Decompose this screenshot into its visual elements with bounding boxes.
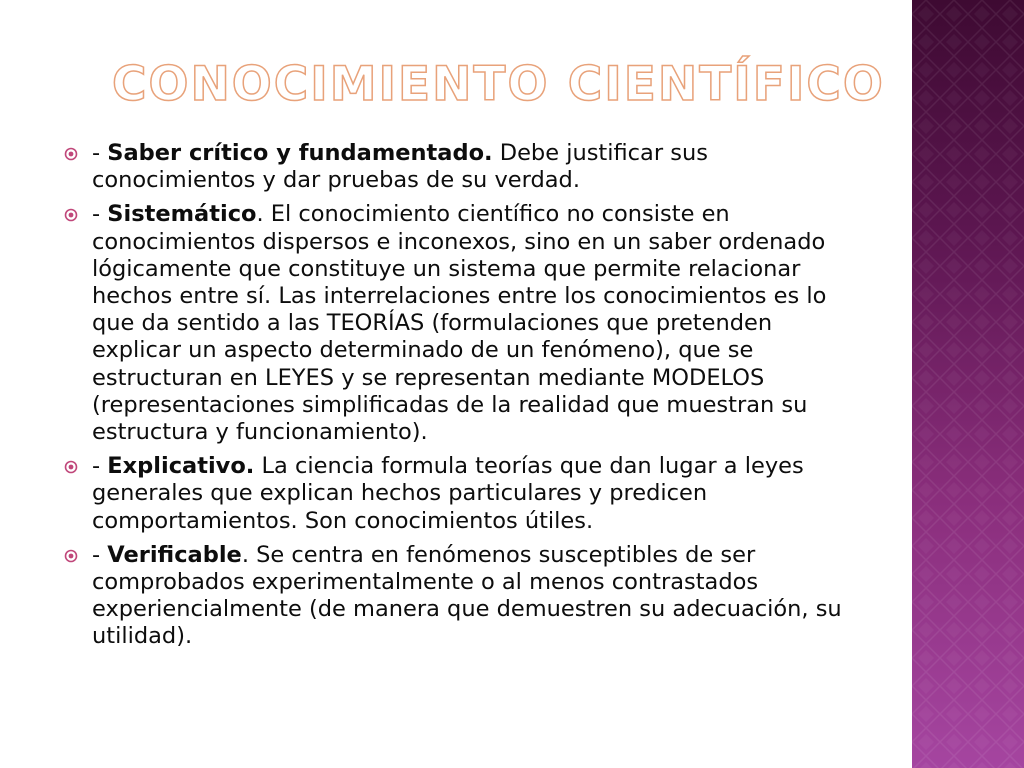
bullet-term: Saber crítico y fundamentado. xyxy=(107,140,493,166)
diamond-pattern xyxy=(912,0,1024,768)
bullet-dash: - xyxy=(92,140,108,166)
bullet-term: Verificable xyxy=(107,541,242,568)
bullet-text: . El conocimiento científico no consiste en conocimientos dispersos e inconexos, sino en un saber ordenado lógicamente que constituye un sistema que permite relacionar hechos entre sí. Las interrelaciones entre los conocimientos es lo que da sentido a las TEORÍAS (formulaciones que pretenden explicar un aspecto determinado de un fenómeno), que se estructuran en LEYES y se representan mediante MODELOS (representaciones simplificadas de la realidad que muestran su estructura y funcionamiento). xyxy=(92,201,827,446)
bullet-item-sistematico xyxy=(64,201,854,446)
bullet-text: La ciencia formula teorías que dan lugar a leyes generales que explican hechos particulares y predicen comportamientos. Son conocimientos útiles. xyxy=(92,453,804,534)
decorative-side-panel xyxy=(912,0,1024,768)
bullet-text: . Se centra en fenómenos susceptibles de ser comprobados experimentalmente o al menos contrastados experiencialmente (de manera que demuestren su adecuación, su utilidad). xyxy=(92,541,842,650)
bullet-item-verificable xyxy=(64,542,854,651)
bullet-dash: - xyxy=(92,201,108,228)
circle-dot-icon xyxy=(64,460,78,474)
bullet-term: Explicativo. xyxy=(107,453,255,480)
circle-dot-icon xyxy=(64,208,78,222)
bullet-item-explicativo xyxy=(64,453,854,535)
bullet-term: Sistemático xyxy=(107,201,257,228)
bullet-dash: - xyxy=(92,541,108,568)
bullet-text: Debe justificar sus conocimientos y dar pruebas de su verdad. xyxy=(92,140,708,194)
bullet-item-saber-critico xyxy=(64,140,854,194)
bullet-list xyxy=(64,140,854,658)
circle-dot-icon xyxy=(64,549,78,563)
bullet-dash: - xyxy=(92,453,108,480)
slide-title: CONOCIMIENTO CIENTÍFICO xyxy=(112,57,885,112)
circle-dot-icon xyxy=(64,147,78,161)
